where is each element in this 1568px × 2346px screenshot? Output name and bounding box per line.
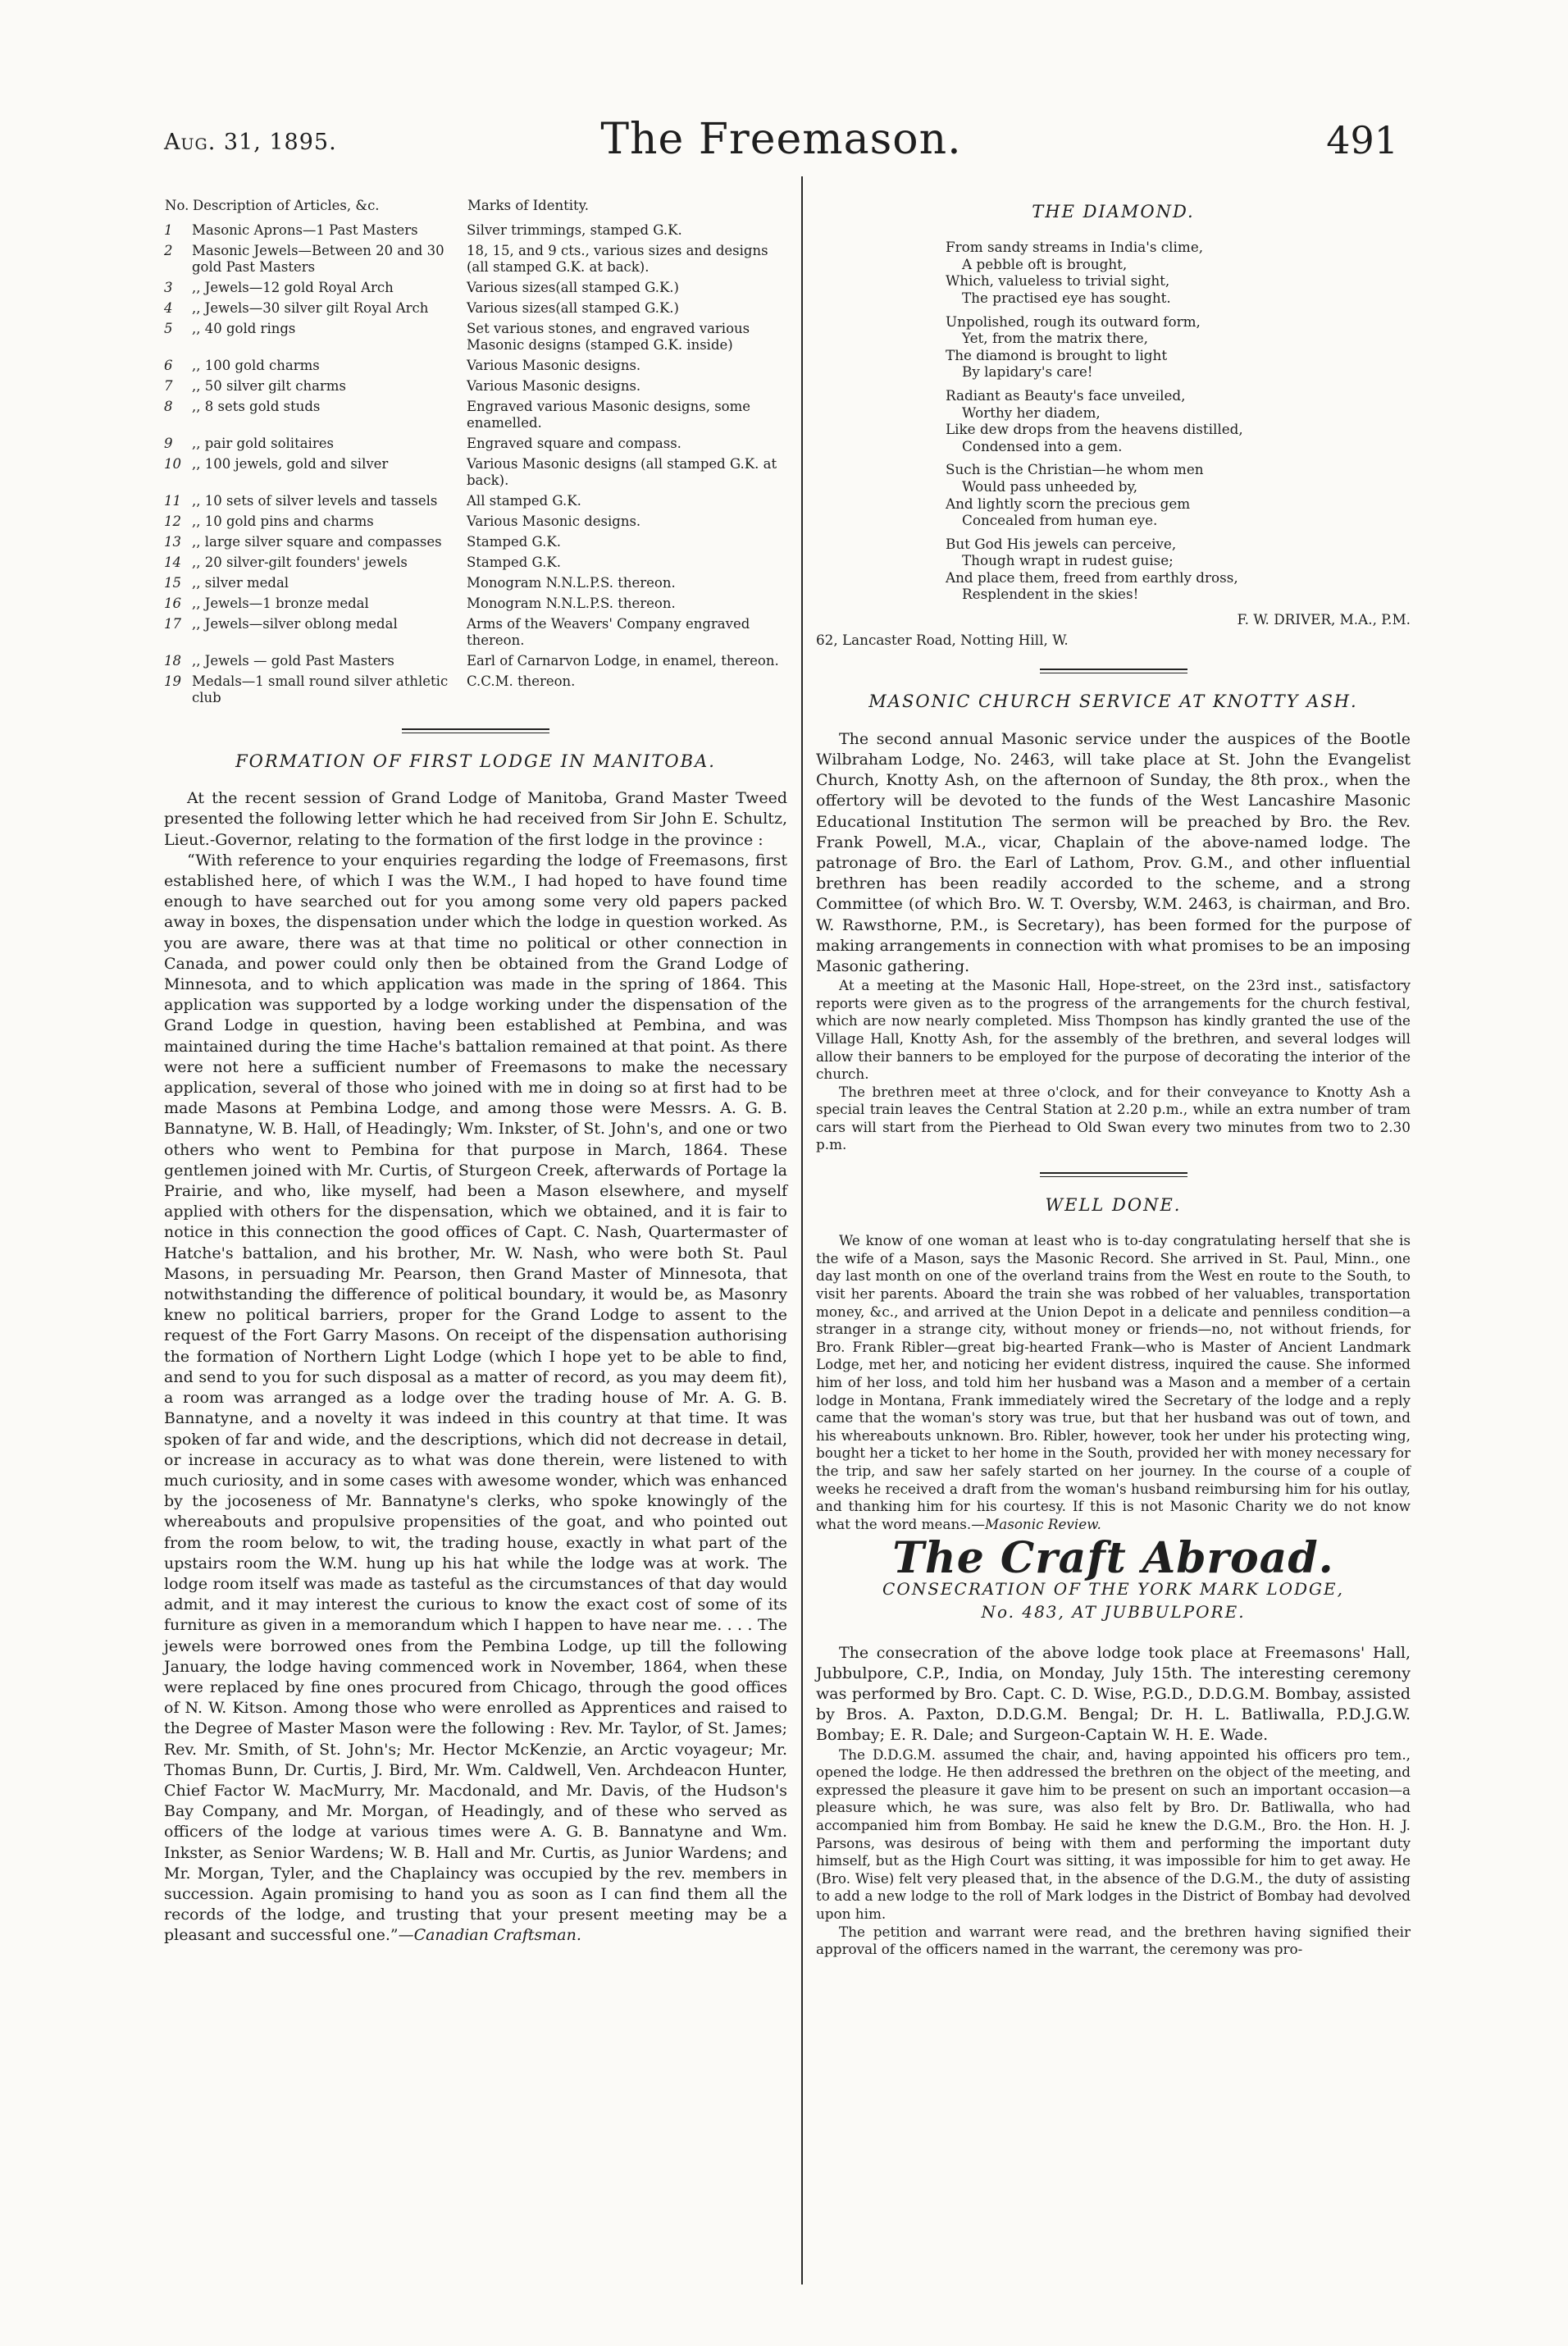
row-number: 2 bbox=[164, 243, 173, 258]
row-number: 1 bbox=[164, 222, 173, 238]
table-row bbox=[164, 378, 787, 399]
poem-line: By lapidary's care! bbox=[962, 363, 1093, 381]
row-marks: Various Masonic designs. bbox=[467, 358, 641, 373]
row-number: 6 bbox=[164, 358, 173, 373]
poem-stanza bbox=[946, 239, 1411, 306]
table-row bbox=[164, 616, 787, 653]
table-row bbox=[164, 513, 787, 534]
welldone-text: We know of one woman at least who is to-day congratulating herself that she is the wife of a Mason, says the Masonic Record. She arrived in St. Paul, Minn., one day last month on one of the overland trains from the West en route to the South, to visit her parents. Aboard the train she was robbed of her valuables, transportation money, &c., and arrived at the Union Depot in a delicate and penniless condition—a stranger in a strange city, without money or friends—no, not without friends, for Bro. Frank Ribler—great big-hearted Frank—who is Master of Ancient Landmark Lodge, met her, and noticing her evident distress, inquired the cause. She informed him of her loss, and told him her husband was a Mason and a member of a certain lodge in Montana, Frank immediately wired the Secretary of the lodge and a reply came that the woman's story was true, but that her husband was out of town, and his whereabouts unknown. Bro. Ribler, however, took her under his protecting wing, bought her a ticket to her home in the South, provided her with money necessary for the trip, and saw her safely started on her journey. In the course of a couple of weeks he received a draft from the woman's husband reimbursing him for his outlay, and thanking him for his courtesy. If this is not Masonic Charity we do not know what the word means. bbox=[816, 1232, 1411, 1532]
table-row bbox=[164, 358, 787, 378]
row-marks: Various Masonic designs. bbox=[467, 378, 641, 394]
row-marks: Engraved square and compass. bbox=[467, 436, 681, 451]
knotty-heading: MASONIC CHURCH SERVICE AT KNOTTY ASH. bbox=[868, 691, 1358, 712]
table-row bbox=[164, 534, 787, 555]
row-marks: All stamped G.K. bbox=[467, 493, 581, 509]
poem-line: Condensed into a gem. bbox=[962, 437, 1123, 454]
craft-subtitle bbox=[816, 1577, 1411, 1623]
craft-paragraph-2: The D.D.G.M. assumed the chair, and, having appointed his officers pro tem., opened the lodge. He then addressed the brethren on the object of the meeting, and expressed the pleasure it gave him to be present on such an important occasion—a pleasure which, he was sure, was also felt by Bro. Dr. Batliwalla, who had accompanied him from Bombay. He said he knew the D.G.M., Bro. the Hon. H. J. Parsons, was desirous of being with them and performing the important duty himself, but as the High Court was sitting, it was impossible for him to get away. He (Bro. Wise) felt very pleased that, in the absence of the D.G.M., the duty of assisting to add a new lodge to the roll of Mark lodges in the District of Bombay had devolved upon him. bbox=[816, 1746, 1411, 1922]
table-row bbox=[164, 673, 787, 710]
table-body bbox=[164, 222, 787, 710]
row-description: ,, Jewels — gold Past Masters bbox=[192, 653, 394, 669]
row-marks: Silver trimmings, stamped G.K. bbox=[467, 222, 682, 238]
row-number: 15 bbox=[164, 575, 181, 591]
row-number: 16 bbox=[164, 596, 181, 611]
poem-line: Which, valueless to trivial sight, bbox=[946, 272, 1170, 290]
manitoba-heading: FORMATION OF FIRST LODGE IN MANITOBA. bbox=[235, 751, 716, 771]
row-marks: Set various stones, and engraved various Masonic designs (stamped G.K. inside) bbox=[467, 321, 750, 353]
row-marks: C.C.M. thereon. bbox=[467, 673, 576, 689]
table-header-row bbox=[164, 197, 787, 222]
poem-line: Radiant as Beauty's face unveiled, bbox=[946, 386, 1186, 404]
poem-line: A pebble oft is brought, bbox=[962, 255, 1128, 272]
row-description: ,, 10 sets of silver levels and tassels bbox=[192, 493, 438, 509]
poem-stanza bbox=[946, 313, 1411, 381]
craft-paragraph-3: The petition and warrant were read, and the brethren having signified their approval of the officers named in the warrant, the ceremony was pro- bbox=[816, 1923, 1411, 1958]
manitoba-intro: At the recent session of Grand Lodge of Manitoba, Grand Master Tweed presented the following letter which he had received from Sir John E. Schultz, Lieut.-Governor, relating to the formation of the first lodge in the province : bbox=[164, 789, 787, 849]
table-row bbox=[164, 300, 787, 321]
row-marks: Engraved various Masonic designs, some enamelled. bbox=[467, 399, 751, 431]
table-row bbox=[164, 280, 787, 300]
row-number: 11 bbox=[164, 493, 181, 509]
right-column bbox=[816, 197, 1411, 1959]
row-marks: Various Masonic designs. bbox=[467, 513, 641, 529]
masthead-title: The Freemason. bbox=[600, 115, 962, 164]
section-separator bbox=[1040, 669, 1187, 673]
poem-stanza bbox=[946, 536, 1411, 603]
poem-line: The practised eye has sought. bbox=[962, 289, 1171, 306]
row-marks: Monogram N.N.L.P.S. thereon. bbox=[467, 575, 676, 591]
row-description: ,, 50 silver gilt charms bbox=[192, 378, 346, 394]
page-number: 491 bbox=[1326, 118, 1398, 162]
craft-subtitle-line-1: CONSECRATION OF THE YORK MARK LODGE, bbox=[882, 1578, 1344, 1599]
craft-paragraph-1: The consecration of the above lodge took place at Freemasons' Hall, Jubbulpore, C.P., India, on Monday, July 15th. The interesting ceremony was performed by Bro. Capt. C. D. Wise, P.G.D., D.D.G.M. Bombay, assisted by Bros. A. Paxton, D.D.G.M. Bengal; Dr. H. L. Batliwalla, P.D.J.G.W. Bombay; E. R. Dale; and Surgeon-Captain W. H. E. Wade. bbox=[816, 1643, 1411, 1745]
diamond-poem bbox=[946, 239, 1411, 603]
poem-line: Unpolished, rough its outward form, bbox=[946, 313, 1201, 330]
craft-abroad-title: The Craft Abroad. bbox=[892, 1533, 1334, 1584]
row-marks: Stamped G.K. bbox=[467, 534, 561, 550]
row-description: ,, silver medal bbox=[192, 575, 289, 591]
row-marks: Monogram N.N.L.P.S. thereon. bbox=[467, 596, 676, 611]
poem-stanza bbox=[946, 461, 1411, 528]
row-description: ,, 40 gold rings bbox=[192, 321, 296, 336]
row-description: ,, Jewels—1 bronze medal bbox=[192, 596, 369, 611]
knotty-paragraph-2: At a meeting at the Masonic Hall, Hope-street, on the 23rd inst., satisfactory reports were given as to the progress of the arrangements for the church festival, which are now nearly completed. Miss Thompson has kindly granted the use of the Village Hall, Knotty Ash, for the assembly of the brethren, and several lodges will allow their banners to be employed for the purpose of decorating the interior of the church. bbox=[816, 977, 1411, 1083]
section-separator bbox=[1040, 1172, 1187, 1177]
row-description: ,, 100 jewels, gold and silver bbox=[192, 456, 389, 472]
poem-line: Such is the Christian—he whom men bbox=[946, 461, 1204, 478]
table-row bbox=[164, 436, 787, 456]
poem-line: Though wrapt in rudest guise; bbox=[962, 552, 1174, 569]
poem-line: From sandy streams in India's clime, bbox=[946, 239, 1204, 256]
row-number: 8 bbox=[164, 399, 173, 414]
page-header bbox=[164, 115, 1398, 172]
table-row bbox=[164, 243, 787, 280]
table-row bbox=[164, 321, 787, 358]
row-number: 14 bbox=[164, 555, 181, 570]
row-number: 3 bbox=[164, 280, 173, 295]
row-marks: Various sizes(all stamped G.K.) bbox=[467, 280, 679, 295]
welldone-heading: WELL DONE. bbox=[1045, 1195, 1182, 1216]
poem-line: But God His jewels can perceive, bbox=[946, 535, 1177, 552]
row-description: ,, Jewels—12 gold Royal Arch bbox=[192, 280, 394, 295]
column-divider bbox=[801, 176, 803, 2284]
row-description: Medals—1 small round silver athletic club bbox=[192, 673, 449, 705]
row-number: 19 bbox=[164, 673, 181, 689]
row-description: ,, large silver square and compasses bbox=[192, 534, 442, 550]
row-description: ,, Jewels—30 silver gilt Royal Arch bbox=[192, 300, 429, 316]
poem-line: Like dew drops from the heavens distilled, bbox=[946, 421, 1243, 438]
manitoba-letter-text: “With reference to your enquiries regarding the lodge of Freemasons, first established here, of which I was the W.M., I had hoped to have found time enough to have searched out for you among some very old papers packed away in boxes, the dispensation under which the lodge in question worked. As you are aware, there was at that time no political or other connection in Canada, and power could only then be obtained from the Grand Lodge of Minnesota, and to which application was made in the spring of 1864. This application was supported by a lodge working under the dispensation of the Grand Lodge in question, having been established at Pembina, and was maintained during the time Hache's battalion remained at that point. As there were not here a sufficient number of Freemasons to make the necessary application, several of those who joined with me in doing so at first had to be made Masons at Pembina Lodge, and among those were Messrs. A. G. B. Bannatyne, W. B. Hall, of Headingly; Wm. Inkster, of St. John's, and one or two others who went to Pembina for that purpose in March, 1864. These gentlemen joined with Mr. Curtis, of Sturgeon Creek, afterwards of Portage la Prairie, and who, like myself, had been a Mason elsewhere, and myself applied with others for the dispensation, which we obtained, and it is fair to notice in this connection the good offices of Capt. C. Nash, Quartermaster of Hatche's battalion, and his brother, Mr. W. Nash, who were both St. Paul Masons, in persuading Mr. Pearson, then Grand Master of Minnesota, that notwithstanding the difference of political boundary, it would be, as Masonry knew no political barriers, proper for the Grand Lodge to assent to the request of the Fort Garry Masons. On receipt of the dispensation authorising the formation of Northern Light Lodge (which I hope yet to be able to find, and send to you for such disposal as a matter of record, as you may deem fit), a room was arranged as a lodge over the trading house of Mr. A. G. B. Bannatyne, and a novelty it was indeed in this country at that time. It was spoken of far and wide, and the descriptions, which did not decrease in detail, or increase in accuracy as to what was done therein, were listened to with much curiosity, and in some cases with awesome wonder, which was enhanced by the jocoseness of Mr. Bannatyne's clerks, who spoke knowingly of the whereabouts and propulsive propensities of the goat, and who pointed out from the room below, to wit, the trading house, exactly in what part of the upstairs room the W.M. hung up his hat while the lodge was at work. The lodge room itself was made as tasteful as the circumstances of that day would admit, and it may interest the curious to know the exact cost of some of its furniture as given in a memorandum which I happen to have near me. . . . The jewels were borrowed ones from the Pembina Lodge, up till the following January, the lodge having commenced work in November, 1864, when these were replaced by fine ones procured from Chicago, through the good offices of N. W. Kitson. Among those who were enrolled as Apprentices and raised to the Degree of Master Mason were the following : Rev. Mr. Taylor, of St. James; Rev. Mr. Smith, of St. John's; Mr. Hector McKenzie, an Arctic voyageur; Mr. Thomas Bunn, Dr. Curtis, J. Bird, Mr. Wm. Caldwell, Ven. Archdeacon Hunter, Chief Factor W. MacMurry, Mr. Macdonald, and Mr. Davis, of the Hudson's Bay Company, and Mr. Morgan, of Headingly, and of these who served as officers of the lodge at various times were A. G. B. Bannatyne and Wm. Inkster, as Senior Wardens; W. B. Hall and Mr. Curtis, as Junior Wardens; and Mr. Morgan, Tyler, and the Chaplaincy was occupied by the rev. members in succession. Again promising to hand you as soon as I can find them all the records of the lodge, and trusting that your present meeting may be a pleasant and successful one.” bbox=[164, 851, 787, 1945]
row-number: 7 bbox=[164, 378, 173, 394]
row-number: 4 bbox=[164, 300, 173, 316]
row-description: ,, 8 sets gold studs bbox=[192, 399, 321, 414]
poem-line: The diamond is brought to light bbox=[946, 346, 1168, 363]
table-row bbox=[164, 493, 787, 513]
row-marks: Various sizes(all stamped G.K.) bbox=[467, 300, 679, 316]
row-marks: 18, 15, and 9 cts., various sizes and designs (all stamped G.K. at back). bbox=[467, 243, 768, 275]
table-row bbox=[164, 653, 787, 673]
table-row bbox=[164, 575, 787, 596]
poem-line: Worthy her diadem, bbox=[962, 404, 1101, 421]
row-description: ,, pair gold solitaires bbox=[192, 436, 334, 451]
table-row bbox=[164, 596, 787, 616]
poem-line: Concealed from human eye. bbox=[962, 512, 1158, 529]
row-description: ,, 20 silver-gilt founders' jewels bbox=[192, 555, 408, 570]
col-header-marks: Marks of Identity. bbox=[467, 198, 590, 213]
welldone-paragraph bbox=[816, 1232, 1411, 1533]
welldone-source: —Masonic Review. bbox=[971, 1515, 1101, 1532]
col-header-description: Description of Articles, &c. bbox=[193, 198, 380, 213]
table-row bbox=[164, 456, 787, 493]
knotty-paragraph-1: The second annual Masonic service under the auspices of the Bootle Wilbraham Lodge, No. 2463, will take place at St. John the Evangelist Church, Knotty Ash, on the afternoon of Sunday, the 8th prox., when the offertory will be devoted to the funds of the West Lancashire Masonic Educational Institution The sermon will be preached by Bro. the Rev. Frank Powell, M.A., vicar, Chaplain of the above-named lodge. The patronage of Bro. the Earl of Lathom, Prov. G.M., and other influential brethren has been readily accorded to the scheme, and a strong Committee (of which Bro. W. T. Oversby, W.M. 2463, is chairman, and Bro. W. Rawsthorne, P.M., is Secretary), has been formed for the purpose of making arrangements in connection with what promises to be an imposing Masonic gathering. bbox=[816, 729, 1411, 975]
row-number: 12 bbox=[164, 513, 181, 529]
table-row bbox=[164, 399, 787, 436]
issue-date: Aug. 31, 1895. bbox=[164, 130, 337, 155]
col-header-no: No. bbox=[165, 198, 189, 213]
craft-subtitle-line-2: No. 483, AT JUBBULPORE. bbox=[981, 1601, 1246, 1622]
row-number: 5 bbox=[164, 321, 173, 336]
poem-line: Resplendent in the skies! bbox=[962, 586, 1139, 603]
poem-line: And place them, freed from earthly dross, bbox=[946, 568, 1238, 586]
row-marks: Earl of Carnarvon Lodge, in enamel, thereon. bbox=[467, 653, 779, 669]
table-row bbox=[164, 555, 787, 575]
row-marks: Stamped G.K. bbox=[467, 555, 561, 570]
manitoba-source: —Canadian Craftsman. bbox=[398, 1926, 581, 1945]
row-marks: Arms of the Weavers' Company engraved thereon. bbox=[467, 616, 750, 648]
poem-address: 62, Lancaster Road, Notting Hill, W. bbox=[816, 632, 1069, 649]
left-column bbox=[164, 197, 787, 1947]
row-description: ,, 100 gold charms bbox=[192, 358, 320, 373]
row-number: 13 bbox=[164, 534, 181, 550]
row-description: Masonic Jewels—Between 20 and 30 gold Past Masters bbox=[192, 243, 444, 275]
row-description: ,, Jewels—silver oblong medal bbox=[192, 616, 398, 632]
row-description: Masonic Aprons—1 Past Masters bbox=[192, 222, 418, 238]
row-marks: Various Masonic designs (all stamped G.K. at back). bbox=[467, 456, 777, 488]
diamond-heading: THE DIAMOND. bbox=[1032, 202, 1195, 221]
poem-stanza bbox=[946, 387, 1411, 454]
stolen-articles-table bbox=[164, 197, 787, 710]
poem-line: Yet, from the matrix there, bbox=[962, 330, 1148, 347]
row-number: 18 bbox=[164, 653, 181, 669]
row-number: 10 bbox=[164, 456, 181, 472]
poem-line: Would pass unheeded by, bbox=[962, 477, 1138, 495]
knotty-paragraph-3: The brethren meet at three o'clock, and for their conveyance to Knotty Ash a special train leaves the Central Station at 2.20 p.m., while an extra number of tram cars will start from the Pierhead to Old Swan every two minutes from two to 2.30 p.m. bbox=[816, 1083, 1411, 1153]
poem-author: F. W. DRIVER, M.A., P.M. bbox=[1237, 611, 1411, 628]
row-number: 9 bbox=[164, 436, 173, 451]
section-separator bbox=[402, 728, 549, 733]
manitoba-letter bbox=[164, 851, 787, 1947]
table-row bbox=[164, 222, 787, 243]
row-description: ,, 10 gold pins and charms bbox=[192, 513, 374, 529]
row-number: 17 bbox=[164, 616, 181, 632]
poem-line: And lightly scorn the precious gem bbox=[946, 495, 1191, 512]
